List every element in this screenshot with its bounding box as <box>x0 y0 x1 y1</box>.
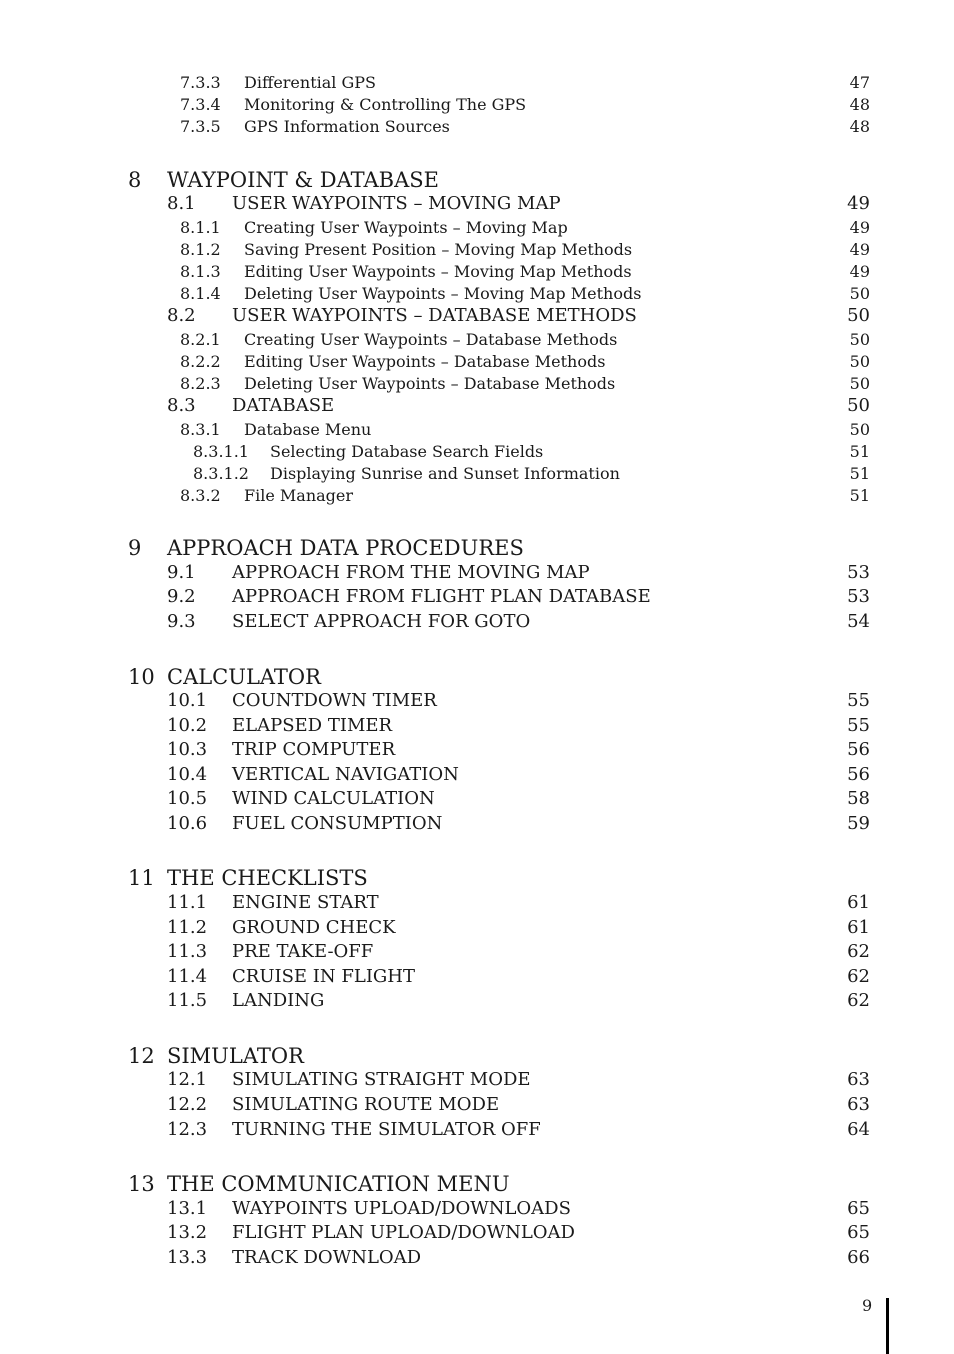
toc-entry-title: Displaying Sunrise and Sunset Information <box>270 464 620 483</box>
toc-entry-title: SIMULATING STRAIGHT MODE <box>232 1069 531 1090</box>
toc-entry-page: 62 <box>847 990 870 1011</box>
toc-entry-number: 13.1 <box>167 1198 208 1219</box>
toc-entry-page: 50 <box>849 330 870 349</box>
toc-entry-number: 10.3 <box>167 739 208 760</box>
toc-entry-title: SELECT APPROACH FOR GOTO <box>232 611 531 632</box>
toc-entry-title: DATABASE <box>232 395 335 416</box>
toc-entry-page: 55 <box>847 715 870 736</box>
page-edge-rule <box>886 1298 889 1354</box>
toc-entry-page: 51 <box>849 464 870 483</box>
toc-entry-number: 7.3.3 <box>180 73 221 92</box>
toc-entry-page: 50 <box>847 395 870 416</box>
toc-entry-title: TRIP COMPUTER <box>232 739 396 760</box>
toc-entry-title: TRACK DOWNLOAD <box>232 1247 422 1268</box>
toc-entry-title: Creating User Waypoints – Database Methods <box>244 330 618 349</box>
toc-entry-number: 8.3.2 <box>180 486 221 505</box>
toc-entry-page: 50 <box>849 352 870 371</box>
toc-entry-number: 10.4 <box>167 764 208 785</box>
toc-entry-title: Selecting Database Search Fields <box>270 442 544 461</box>
toc-entry-number: 8.3 <box>167 395 196 416</box>
toc-entry-page: 51 <box>849 486 870 505</box>
toc-entry-title: FLIGHT PLAN UPLOAD/DOWNLOAD <box>232 1222 575 1243</box>
toc-entry-title: THE CHECKLISTS <box>167 866 368 890</box>
toc-entry-title: ENGINE START <box>232 892 379 913</box>
toc-entry-page: 59 <box>847 813 870 834</box>
toc-entry-title: Editing User Waypoints – Database Methods <box>244 352 606 371</box>
toc-entry-title: APPROACH DATA PROCEDURES <box>167 536 524 560</box>
toc-entry-page: 49 <box>849 218 870 237</box>
toc-entry-page: 66 <box>847 1247 870 1268</box>
toc-entry-title: Creating User Waypoints – Moving Map <box>244 218 568 237</box>
toc-entry-title: Database Menu <box>244 420 372 439</box>
toc-entry-number: 8.1.3 <box>180 262 221 281</box>
toc-entry-number: 8.1.4 <box>180 284 221 303</box>
toc-entry-page: 49 <box>847 193 870 214</box>
toc-entry-title: USER WAYPOINTS – MOVING MAP <box>232 193 561 214</box>
toc-entry-number: 8.2.3 <box>180 374 221 393</box>
toc-entry-number: 7.3.5 <box>180 117 221 136</box>
toc-entry-title: WAYPOINT & DATABASE <box>167 168 439 192</box>
toc-entry-page: 55 <box>847 690 870 711</box>
toc-entry-title: SIMULATING ROUTE MODE <box>232 1094 500 1115</box>
toc-entry-number: 13 <box>128 1172 155 1196</box>
toc-entry-page: 63 <box>847 1069 870 1090</box>
toc-entry-number: 7.3.4 <box>180 95 221 114</box>
toc-entry-title: LANDING <box>232 990 325 1011</box>
toc-entry-page: 63 <box>847 1094 870 1115</box>
toc-entry-page: 62 <box>847 941 870 962</box>
toc-entry-number: 11.1 <box>167 892 208 913</box>
toc-entry-title: SIMULATOR <box>167 1044 304 1068</box>
toc-entry-number: 8.2.1 <box>180 330 221 349</box>
toc-entry-number: 11.3 <box>167 941 208 962</box>
toc-entry-title: Deleting User Waypoints – Database Methods <box>244 374 616 393</box>
toc-entry-page: 58 <box>847 788 870 809</box>
toc-entry-title: COUNTDOWN TIMER <box>232 690 437 711</box>
toc-entry-number: 10.5 <box>167 788 208 809</box>
toc-entry-number: 9 <box>128 536 142 560</box>
toc-entry-title: WIND CALCULATION <box>232 788 435 809</box>
toc-entry-page: 64 <box>847 1119 870 1140</box>
toc-entry-page: 65 <box>847 1222 870 1243</box>
toc-entry-number: 8.1 <box>167 193 196 214</box>
toc-entry-page: 47 <box>849 73 870 92</box>
page-number: 9 <box>862 1296 873 1315</box>
toc-entry-number: 8.1.2 <box>180 240 221 259</box>
toc-entry-number: 11.5 <box>167 990 208 1011</box>
toc-entry-title: File Manager <box>244 486 354 505</box>
toc-entry-title: Monitoring & Controlling The GPS <box>244 95 527 114</box>
toc-entry-page: 53 <box>847 586 870 607</box>
toc-entry-page: 56 <box>847 739 870 760</box>
toc-entry-number: 8.2.2 <box>180 352 221 371</box>
toc-entry-number: 12.3 <box>167 1119 208 1140</box>
toc-entry-page: 48 <box>849 117 870 136</box>
toc-entry-number: 8.3.1.2 <box>193 464 249 483</box>
toc-entry-number: 8 <box>128 168 142 192</box>
toc-entry-number: 8.3.1.1 <box>193 442 249 461</box>
toc-entry-title: Differential GPS <box>244 73 376 92</box>
toc-entry-title: GPS Information Sources <box>244 117 450 136</box>
toc-entry-title: FUEL CONSUMPTION <box>232 813 443 834</box>
toc-entry-page: 53 <box>847 562 870 583</box>
toc-entry-title: PRE TAKE-OFF <box>232 941 374 962</box>
toc-entry-number: 11.4 <box>167 966 208 987</box>
toc-entry-title: APPROACH FROM THE MOVING MAP <box>232 562 590 583</box>
toc-entry-title: USER WAYPOINTS – DATABASE METHODS <box>232 305 637 326</box>
toc-entry-number: 13.2 <box>167 1222 208 1243</box>
toc-entry-page: 50 <box>847 305 870 326</box>
toc-entry-title: WAYPOINTS UPLOAD/DOWNLOADS <box>232 1198 571 1219</box>
toc-entry-title: Saving Present Position – Moving Map Methods <box>244 240 633 259</box>
toc-entry-number: 10.2 <box>167 715 208 736</box>
toc-entry-number: 9.1 <box>167 562 196 583</box>
toc-entry-title: VERTICAL NAVIGATION <box>232 764 459 785</box>
toc-entry-number: 13.3 <box>167 1247 208 1268</box>
toc-entry-page: 56 <box>847 764 870 785</box>
toc-entry-title: THE COMMUNICATION MENU <box>167 1172 510 1196</box>
toc-entry-page: 50 <box>849 284 870 303</box>
toc-entry-page: 62 <box>847 966 870 987</box>
toc-entry-title: Deleting User Waypoints – Moving Map Methods <box>244 284 642 303</box>
toc-entry-page: 49 <box>849 240 870 259</box>
toc-entry-number: 12.2 <box>167 1094 208 1115</box>
toc-entry-title: Editing User Waypoints – Moving Map Methods <box>244 262 632 281</box>
toc-entry-page: 54 <box>847 611 870 632</box>
toc-entry-page: 61 <box>847 892 870 913</box>
toc-entry-title: CALCULATOR <box>167 665 321 689</box>
toc-entry-number: 10.6 <box>167 813 208 834</box>
toc-entry-title: APPROACH FROM FLIGHT PLAN DATABASE <box>232 586 651 607</box>
toc-entry-number: 11.2 <box>167 917 208 938</box>
toc-entry-page: 49 <box>849 262 870 281</box>
toc-entry-page: 61 <box>847 917 870 938</box>
toc-entry-title: CRUISE IN FLIGHT <box>232 966 416 987</box>
toc-entry-title: ELAPSED TIMER <box>232 715 393 736</box>
toc-entry-page: 51 <box>849 442 870 461</box>
toc-entry-title: TURNING THE SIMULATOR OFF <box>232 1119 541 1140</box>
toc-entry-number: 8.1.1 <box>180 218 221 237</box>
toc-entry-number: 9.2 <box>167 586 196 607</box>
toc-entry-page: 50 <box>849 420 870 439</box>
toc-entry-number: 8.3.1 <box>180 420 221 439</box>
toc-entry-number: 8.2 <box>167 305 196 326</box>
toc-entry-page: 48 <box>849 95 870 114</box>
toc-entry-page: 65 <box>847 1198 870 1219</box>
toc-entry-number: 10 <box>128 665 155 689</box>
toc-entry-page: 50 <box>849 374 870 393</box>
toc-entry-number: 10.1 <box>167 690 208 711</box>
toc-entry-number: 12 <box>128 1044 155 1068</box>
toc-entry-title: GROUND CHECK <box>232 917 396 938</box>
toc-entry-number: 11 <box>128 866 155 890</box>
toc-entry-number: 12.1 <box>167 1069 208 1090</box>
toc-entry-number: 9.3 <box>167 611 196 632</box>
